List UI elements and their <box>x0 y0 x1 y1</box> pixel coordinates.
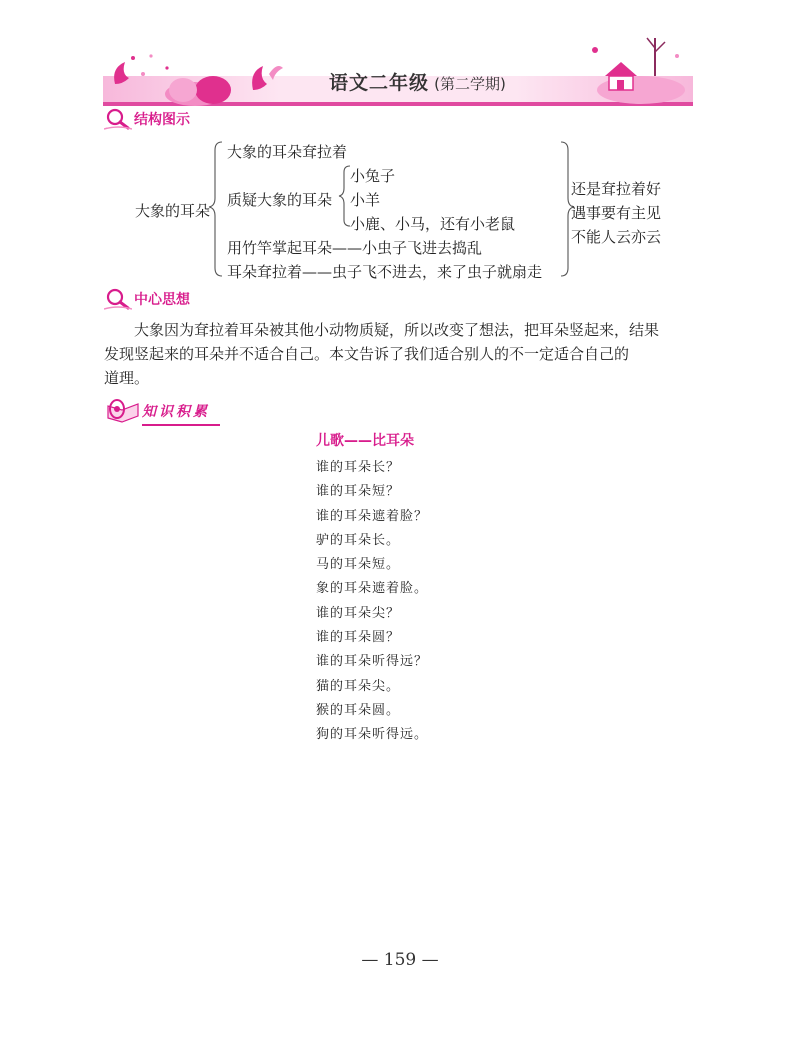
poem-line: 猴的耳朵圆。 <box>316 702 401 718</box>
conclusion-line: 不能人云亦云 <box>571 228 662 246</box>
poem-line: 谁的耳朵听得远？ <box>316 654 429 670</box>
knowledge-heading-label: 知识积累 <box>142 404 210 420</box>
poem-line: 谁的耳朵短？ <box>316 484 401 500</box>
poem-lines <box>316 456 428 748</box>
page-number: — 159 — <box>361 950 439 970</box>
branch-2-item: 小鹿、小马，还有小老鼠 <box>350 215 516 233</box>
branch-2-label: 质疑大象的耳朵 <box>227 191 333 209</box>
magnifier-icon <box>104 287 132 311</box>
knowledge-underline <box>142 424 220 426</box>
branch-1: 大象的耳朵耷拉着 <box>227 143 348 161</box>
center-heading-label: 中心思想 <box>134 292 190 308</box>
center-heading <box>104 287 190 311</box>
title-main: 语文二年级 <box>329 72 430 94</box>
paragraph-line: 道理。 <box>104 369 150 387</box>
paragraph-line: 大象因为耷拉着耳朵被其他小动物质疑，所以改变了想法，把耳朵竖起来，结果 <box>134 321 660 339</box>
branch-2-item: 小羊 <box>350 191 381 209</box>
title-sub: (第二学期) <box>434 75 506 93</box>
poem-line: 谁的耳朵遮着脸？ <box>316 508 429 524</box>
poem-line: 猫的耳朵尖。 <box>316 678 401 694</box>
poem-line: 谁的耳朵圆？ <box>316 630 401 646</box>
structure-heading-label: 结构图示 <box>134 112 190 128</box>
branch-3: 用竹竿掌起耳朵——小虫子飞进去捣乱 <box>227 239 483 257</box>
conclusion-line: 遇事要有主见 <box>571 204 662 222</box>
branch-4: 耳朵耷拉着——虫子飞不进去，来了虫子就扇走 <box>227 263 543 281</box>
knowledge-heading <box>104 396 210 426</box>
poem-line: 狗的耳朵听得远。 <box>316 727 429 743</box>
poem-line: 象的耳朵遮着脸。 <box>316 581 429 597</box>
root-node: 大象的耳朵 <box>135 202 211 220</box>
poem-line: 谁的耳朵尖？ <box>316 605 401 621</box>
paragraph-line: 发现竖起来的耳朵并不适合自己。本文告诉了我们适合别人的不一定适合自己的 <box>104 345 630 363</box>
poem-line: 马的耳朵短。 <box>316 557 401 573</box>
book-icon <box>104 396 142 426</box>
poem-title: 儿歌——比耳朵 <box>316 433 414 449</box>
conclusion-line: 还是耷拉着好 <box>571 180 662 198</box>
branch-2-item: 小兔子 <box>350 167 396 185</box>
poem-line: 驴的耳朵长。 <box>316 532 401 548</box>
poem-line: 谁的耳朵长？ <box>316 460 401 475</box>
